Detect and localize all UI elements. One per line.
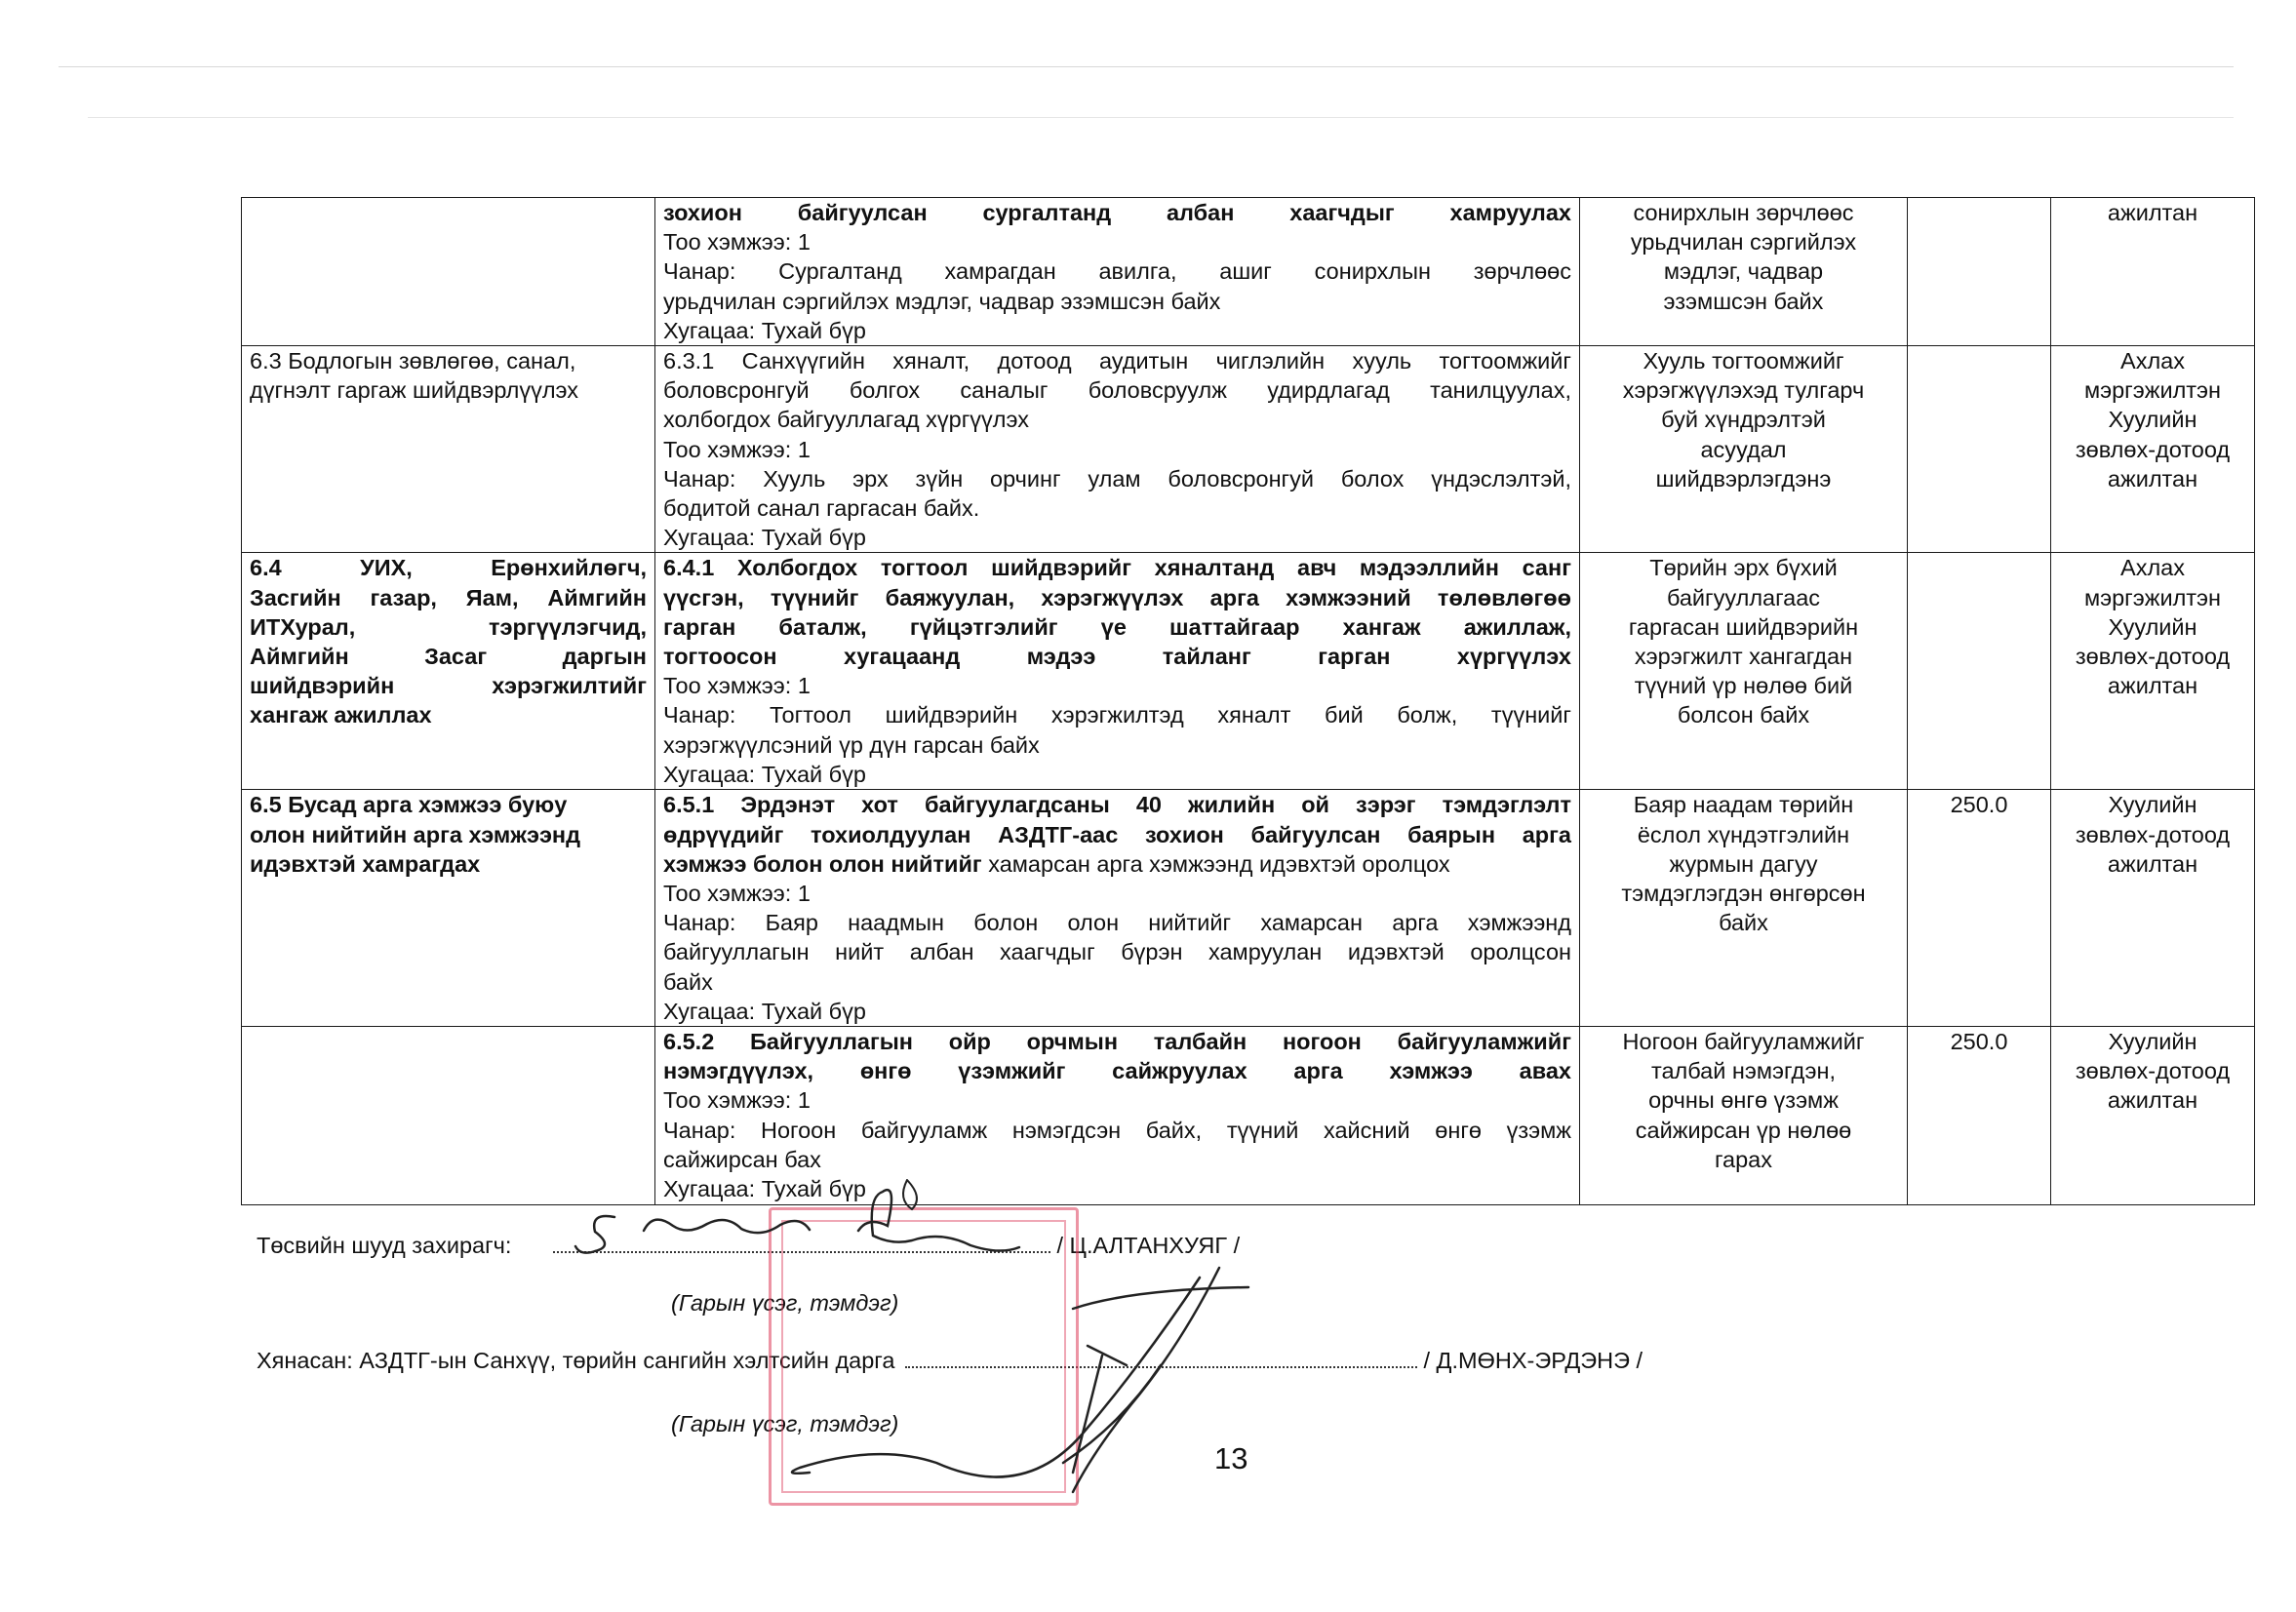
- scan-artifact-line: [88, 117, 2234, 118]
- activity-text-line: Чанар: Сургалтанд хамрагдан авилга, ашиг сонирхлын зөрчлөөс: [663, 258, 1571, 285]
- activity-title-line: гарган баталж, гүйцэтгэлийг үе шаттайгаар хангаж ажиллаж,: [663, 613, 1571, 640]
- table-row: [242, 198, 2255, 346]
- activity-text-line: Хугацаа: Тухай бүр: [663, 525, 866, 551]
- activity-text-line: сайжирсан бах: [663, 1146, 821, 1172]
- responsible-text-line: зөвлөх-дотоод: [2075, 821, 2231, 847]
- responsible-text-line: ажилтан: [2107, 465, 2198, 491]
- result-text-line: буй хүндрэлтэй: [1661, 407, 1826, 433]
- expected-result-cell: [1580, 198, 1908, 346]
- activity-text-line: Чанар: Хууль эрх зүйн орчинг улам боловсронгуй болох үндэслэлтэй,: [663, 465, 1571, 491]
- expected-result-cell: [1580, 553, 1908, 790]
- goal-text-line: 6.5 Бусад арга хэмжээ буюу: [250, 792, 568, 818]
- result-text-line: болсон байх: [1677, 702, 1810, 728]
- responsible-text-line: Хуулийн: [2108, 407, 2197, 433]
- activity-text-line: Хугацаа: Тухай бүр: [663, 998, 866, 1024]
- activity-text-line: байгууллагын нийт албан хаагчдыг бүрэн хамруулан идэвхтэй оролцсон: [663, 939, 1571, 965]
- activity-text-line: Тоо хэмжээ: 1: [663, 673, 811, 699]
- responsible-text-line: Хуулийн: [2108, 613, 2197, 640]
- activity-title-line: үүсгэн, түүнийг баяжуулан, хэрэгжүүлэх арга хэмжээний төлөвлөгөө: [663, 584, 1571, 610]
- activity-text-line: Тоо хэмжээ: 1: [663, 229, 811, 256]
- responsible-cell: [2051, 1027, 2255, 1205]
- responsible-text-line: зөвлөх-дотоод: [2075, 436, 2231, 462]
- scan-artifact-line: [59, 66, 2234, 67]
- checked-name: / Д.МӨНХ-ЭРДЭНЭ /: [1423, 1348, 1643, 1373]
- goal-text-line: 6.3 Бодлогын зөвлөгөө, санал,: [250, 348, 576, 374]
- activity-text-line: Чанар: Баяр наадмын болон олон нийтийг хамарсан арга хэмжээнд: [663, 910, 1571, 936]
- activity-text-line: байх: [663, 968, 713, 995]
- expected-result-cell: [1580, 346, 1908, 553]
- checked-signature-note: (Гарын үсэг, тэмдэг): [671, 1411, 899, 1436]
- stamp-inner-border: [781, 1220, 1066, 1493]
- result-text-line: асуудал: [1700, 436, 1787, 462]
- responsible-text-line: мэргэжилтэн: [2083, 377, 2222, 404]
- responsible-text-line: Хуулийн: [2108, 1029, 2197, 1055]
- result-text-line: журмын дагуу: [1669, 850, 1818, 877]
- goal-text-line: ИТХурал, тэргүүлэгчид,: [250, 613, 647, 640]
- activity-text-line: Чанар: Тогтоол шийдвэрийн хэрэгжилтэд хяналт бий болж, түүнийг: [663, 702, 1571, 728]
- table-row: [242, 553, 2255, 790]
- activity-text-line: Хугацаа: Тухай бүр: [663, 317, 866, 343]
- result-text-line: Төрийн эрх бүхий: [1649, 555, 1838, 581]
- goal-cell: [242, 198, 655, 346]
- result-text-line: Ногоон байгууламжийг: [1622, 1029, 1865, 1055]
- responsible-text-line: ажилтан: [2107, 673, 2198, 699]
- activity-title-line: 6.5.1 Эрдэнэт хот байгуулагдсаны 40 жилийн ой зэрэг тэмдэглэлт: [663, 792, 1571, 818]
- responsible-cell: [2051, 790, 2255, 1027]
- action-plan-table: [241, 197, 2255, 1205]
- goal-text-line: Аймгийн Засаг даргын: [250, 644, 647, 670]
- goal-text-line: олон нийтийн арга хэмжээнд: [250, 821, 581, 847]
- responsible-text-line: ажилтан: [2107, 200, 2198, 225]
- activity-title-line: 6.5.2 Байгууллагын ойр орчмын талбайн ногоон байгууламжийг: [663, 1029, 1571, 1055]
- budget-cell: [1908, 553, 2051, 790]
- result-text-line: байх: [1719, 910, 1768, 936]
- responsible-cell: [2051, 346, 2255, 553]
- result-text-line: түүний үр нөлөө бий: [1634, 673, 1853, 699]
- responsible-text-line: зөвлөх-дотоод: [2075, 644, 2231, 670]
- activity-text-line: Хугацаа: Тухай бүр: [663, 761, 866, 787]
- manager-label: Төсвийн шууд захирагч:: [257, 1233, 512, 1258]
- page-number: 13: [1214, 1441, 1248, 1475]
- manager-name: / Ц.АЛТАНХУЯГ /: [1056, 1233, 1241, 1258]
- activity-text-line: бодитой санал гаргасан байх.: [663, 495, 980, 522]
- activity-cell: [655, 198, 1580, 346]
- responsible-cell: [2051, 198, 2255, 346]
- budget-cell: [1908, 198, 2051, 346]
- result-text-line: Баяр наадам төрийн: [1633, 792, 1854, 818]
- responsible-text-line: зөвлөх-дотоод: [2075, 1058, 2231, 1084]
- result-text-line: сайжирсан үр нөлөө: [1635, 1117, 1852, 1143]
- activity-text-line: Чанар: Ногоон байгууламж нэмэгдсэн байх, түүний хайсний өнгө үзэмж: [663, 1117, 1571, 1143]
- result-text-line: тэмдэглэгдэн өнгөрсөн: [1621, 881, 1866, 907]
- table-row: [242, 1027, 2255, 1205]
- result-text-line: гарах: [1714, 1146, 1772, 1172]
- activity-title-line: 6.4.1 Холбогдох тогтоол шийдвэрийг хяналтанд авч мэдээллийн санг: [663, 555, 1571, 581]
- goal-cell: [242, 790, 655, 1027]
- result-text-line: байгууллагаас: [1666, 584, 1821, 610]
- activity-text-line: Тоо хэмжээ: 1: [663, 1087, 811, 1114]
- result-text-line: хэрэгжилт хангагдан: [1634, 644, 1853, 670]
- responsible-text-line: Ахлах: [2120, 348, 2185, 374]
- activity-title-rest: хамарсан арга хэмжээнд идэвхтэй оролцох: [981, 850, 1450, 877]
- goal-cell: [242, 346, 655, 553]
- result-text-line: мэдлэг, чадвар: [1663, 258, 1824, 285]
- goal-text-line: дүгнэлт гаргаж шийдвэрлүүлэх: [250, 377, 579, 404]
- manager-signature-note: (Гарын үсэг, тэмдэг): [671, 1290, 899, 1316]
- activity-text-line: холбогдох байгууллагад хүргүүлэх: [663, 407, 1029, 433]
- goal-text-line: шийдвэрийн хэрэгжилтийг: [250, 673, 647, 699]
- activity-text-line: урьдчилан сэргийлэх мэдлэг, чадвар эзэмшсэн байх: [663, 288, 1221, 314]
- goal-cell: [242, 1027, 655, 1205]
- activity-cell: [655, 346, 1580, 553]
- table-row: [242, 790, 2255, 1027]
- activity-text-line: хэрэгжүүлсэний үр дүн гарсан байх: [663, 731, 1040, 758]
- budget-cell: [1908, 346, 2051, 553]
- responsible-text-line: Хуулийн: [2108, 792, 2197, 818]
- activity-title-bold-part: хэмжээ болон олон нийтийг: [663, 850, 982, 877]
- manager-signature-line: [257, 1233, 1240, 1259]
- result-text-line: шийдвэрлэгдэнэ: [1655, 465, 1832, 491]
- official-stamp: [769, 1207, 1079, 1506]
- result-text-line: Хууль тогтоомжийг: [1643, 348, 1844, 374]
- goal-text-line: идэвхтэй хамрагдах: [250, 850, 481, 877]
- activity-text-line: Тоо хэмжээ: 1: [663, 436, 811, 462]
- activity-title-line: тогтоосон хугацаанд мэдээ тайланг гарган хүргүүлэх: [663, 644, 1571, 670]
- activity-cell: [655, 790, 1580, 1027]
- activity-cell: [655, 1027, 1580, 1205]
- activity-title-line: зохион байгуулсан сургалтанд албан хаагчдыг хамруулах: [663, 200, 1571, 225]
- responsible-text-line: ажилтан: [2107, 1087, 2198, 1114]
- result-text-line: урьдчилан сэргийлэх: [1630, 229, 1857, 256]
- expected-result-cell: [1580, 1027, 1908, 1205]
- activity-text-line: Тоо хэмжээ: 1: [663, 881, 811, 907]
- activity-cell: [655, 553, 1580, 790]
- goal-text-line: 6.4 УИХ, Ерөнхийлөгч,: [250, 555, 647, 581]
- result-text-line: гаргасан шийдвэрийн: [1628, 613, 1859, 640]
- result-text-line: талбай нэмэгдэн,: [1650, 1058, 1837, 1084]
- table-row: [242, 346, 2255, 553]
- activity-text-line: Хугацаа: Тухай бүр: [663, 1176, 866, 1202]
- goal-text-line: хангаж ажиллах: [250, 702, 432, 728]
- budget-cell: [1908, 790, 2051, 1027]
- result-text-line: орчны өнгө үзэмж: [1648, 1087, 1839, 1114]
- checked-label: Хянасан: АЗДТГ-ын Санхүү, төрийн сангийн хэлтсийн дарга: [257, 1348, 895, 1373]
- goal-cell: [242, 553, 655, 790]
- responsible-text-line: Ахлах: [2120, 555, 2185, 581]
- budget-value: 250.0: [1950, 792, 2008, 818]
- budget-value: 250.0: [1950, 1029, 2008, 1055]
- result-text-line: эзэмшсэн байх: [1663, 288, 1824, 314]
- activity-title-line: [663, 849, 1571, 879]
- activity-text-line: боловсронгуй болгох саналыг боловсруулж удирдлагад танилцуулах,: [663, 377, 1571, 404]
- responsible-cell: [2051, 553, 2255, 790]
- result-text-line: ёслол хүндэтгэлийн: [1637, 821, 1850, 847]
- result-text-line: хэрэгжүүлэхэд тулгарч: [1622, 377, 1865, 404]
- activity-title-line: өдрүүдийг тохиолдуулан АЗДТГ-аас зохион байгуулсан баярын арга: [663, 821, 1571, 847]
- result-text-line: сонирхлын зөрчлөөс: [1633, 200, 1854, 225]
- budget-cell: [1908, 1027, 2051, 1205]
- responsible-text-line: мэргэжилтэн: [2083, 584, 2222, 610]
- activity-title-line: нэмэгдүүлэх, өнгө үзэмжийг сайжруулах арга хэмжээ авах: [663, 1058, 1571, 1084]
- responsible-text-line: ажилтан: [2107, 850, 2198, 877]
- expected-result-cell: [1580, 790, 1908, 1027]
- goal-text-line: Засгийн газар, Яам, Аймгийн: [250, 584, 647, 610]
- activity-text-line: 6.3.1 Санхүүгийн хяналт, дотоод аудитын чиглэлийн хууль тогтоомжийг: [663, 348, 1571, 374]
